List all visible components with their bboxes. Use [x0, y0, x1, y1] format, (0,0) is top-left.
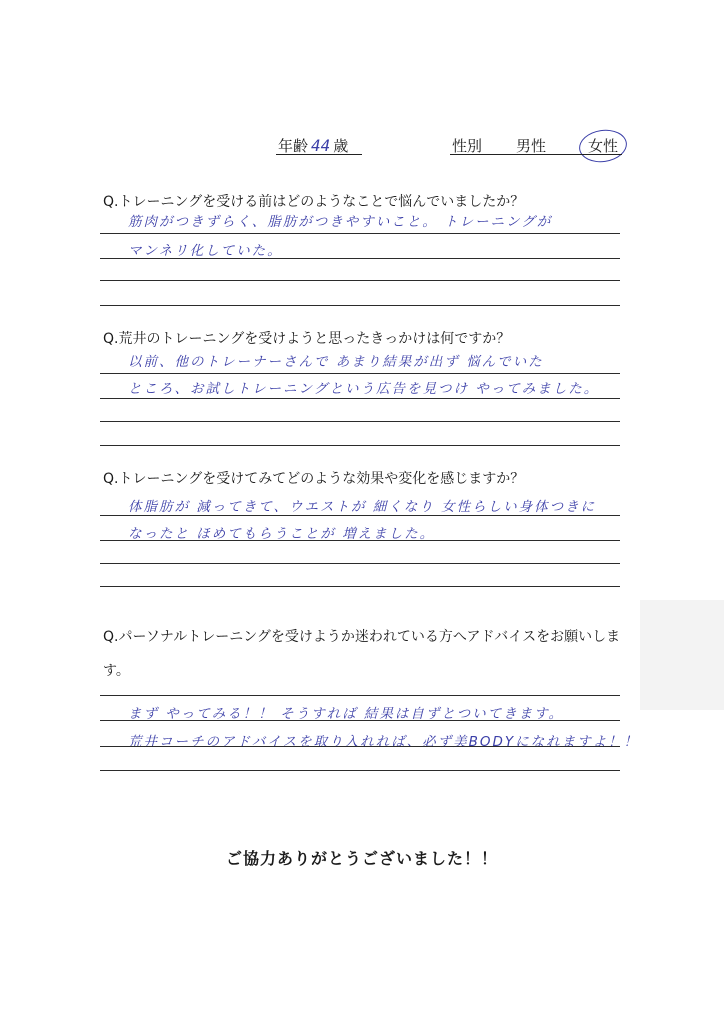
answer-rule	[100, 720, 620, 721]
answer-rule	[100, 586, 620, 587]
answer-rule	[100, 398, 620, 399]
gender-male-option: 男性	[516, 137, 547, 155]
answer-rule	[100, 421, 620, 422]
answer-3-line-1: 体脂肪が 減ってきて、ウエストが 細くなり 女性らしい身体つきに	[128, 499, 597, 515]
question-1: Q.トレーニングを受ける前はどのようなことで悩んでいましたか？	[103, 194, 525, 210]
answer-4-line-2: 荒井コーチのアドバイスを取り入れれば、必ず美BODYになれますよ！！	[128, 734, 640, 750]
answer-rule	[100, 563, 620, 564]
respondent-header	[0, 133, 724, 159]
age-field	[278, 135, 348, 156]
answer-2-line-2: ところ、お試しトレーニングという広告を見つけ やってみました。	[128, 381, 600, 397]
answer-rule	[100, 280, 620, 281]
answer-2-line-1: 以前、他のトレーナーさんで あまり結果が出ず 悩んでいた	[128, 354, 544, 370]
answer-rule	[100, 373, 620, 374]
age-unit: 歳	[333, 137, 349, 155]
answer-rule	[100, 770, 620, 771]
question-3: Q.トレーニングを受けてみてどのような効果や変化を感じますか？	[103, 471, 525, 487]
answer-rule	[100, 258, 620, 259]
selected-circle-mark	[577, 127, 629, 165]
answer-rule	[100, 305, 620, 306]
age-underline	[276, 154, 362, 155]
answer-4-line-1: まず やってみる！！ そうすれば 結果は自ずとついてきます。	[128, 706, 565, 722]
answer-3-line-2: なったと ほめてもらうことが 増えました。	[128, 526, 436, 542]
answer-rule	[100, 746, 620, 747]
age-value: 44	[311, 136, 331, 155]
gender-label: 性別	[452, 137, 483, 155]
answer-1-line-1: 筋肉がつきずらく、脂肪がつきやすいこと。 トレーニングが	[128, 214, 553, 230]
question-2: Q.荒井のトレーニングを受けようと思ったきっかけは何ですか？	[103, 331, 511, 347]
scan-shadow	[640, 600, 724, 710]
answer-1-line-2: マンネリ化していた。	[128, 243, 283, 259]
answer-rule	[100, 515, 620, 516]
gender-underline	[450, 154, 622, 155]
question-4: Q.パーソナルトレーニングを受けようか迷われている方へアドバイスをお願いします。	[103, 629, 621, 679]
closing-message: ご協力ありがとうございました！！	[225, 849, 498, 868]
answer-rule	[100, 695, 620, 696]
answer-rule	[100, 540, 620, 541]
age-label: 年齢	[278, 137, 309, 155]
gender-female-option: 女性	[588, 137, 619, 155]
answer-rule	[100, 233, 620, 234]
answer-rule	[100, 445, 620, 446]
